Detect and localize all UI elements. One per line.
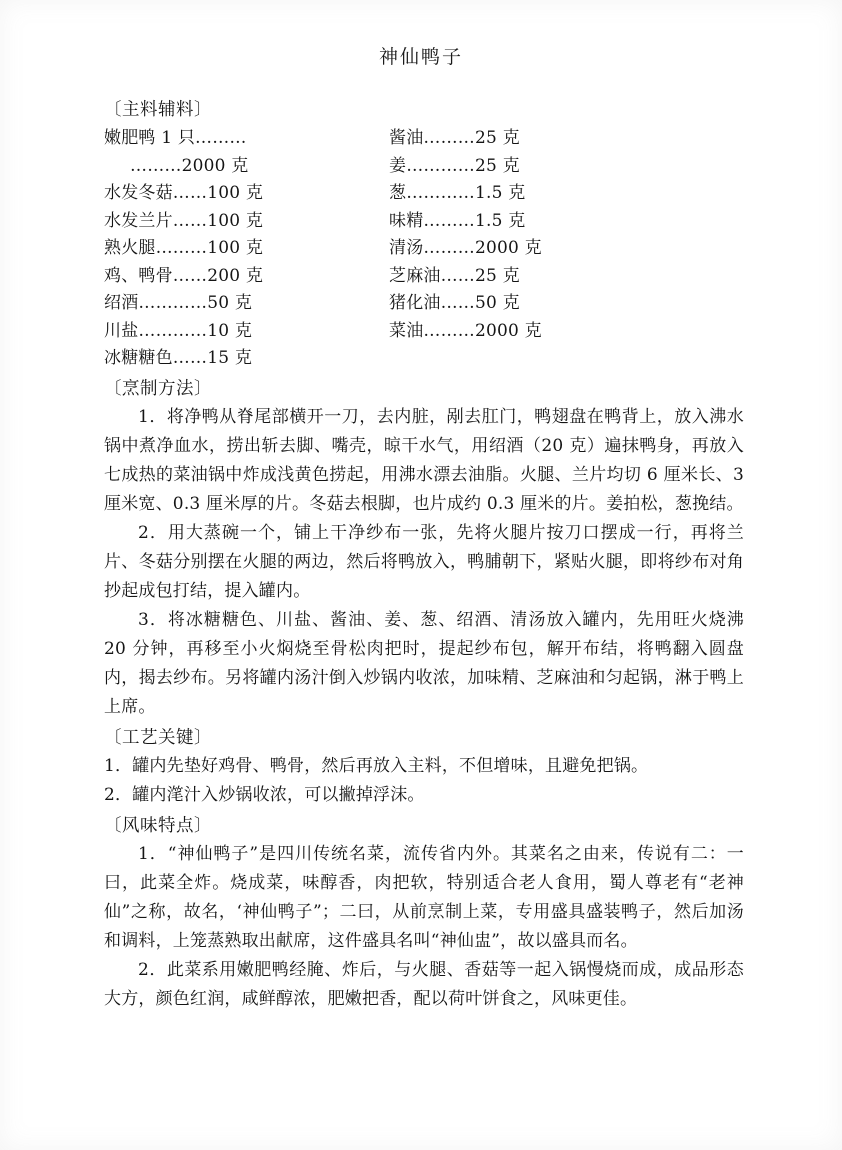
ingredient-right-3: [389, 208, 614, 236]
ingredient-left-name-3: 水发兰片……: [104, 210, 208, 231]
table-row: [104, 208, 614, 236]
key-point-2: 2．罐内滗汁入炒锅收浓，可以撇掉浮沫。: [104, 784, 425, 805]
ingredient-right-8: [389, 345, 614, 373]
method-heading: 〔烹制方法〕: [104, 378, 212, 399]
ingredients-heading: 〔主料辅料〕: [104, 100, 212, 120]
ingredient-left-name-2: 水发冬菇……: [104, 183, 208, 203]
ingredient-left-6: [104, 290, 389, 318]
ingredient-right-name-6: 猪化油……: [389, 293, 475, 313]
ingredient-left-amount-6: 50 克: [207, 293, 253, 313]
ingredient-left-amount-7: 10 克: [207, 320, 253, 341]
ingredient-left-4: [104, 235, 389, 263]
ingredient-right-name-2: 葱…………: [389, 183, 475, 203]
table-row: [104, 318, 614, 346]
table-row: [104, 235, 614, 263]
flavor-point-1: 1．“神仙鸭子”是四川传统名菜，流传省内外。其菜名之由来，传说有二：一曰，此菜全炸。烧成菜，味醇香，肉把软，特别适合老人食用，蜀人尊老有“老神仙”之称，故名，‘神仙鸭子”；二曰，从前烹制上菜，专用盛具盛装鸭子，然后加汤和调料，上笼蒸熟取出献席，这件盛具名叫“神仙盅”，故以盛具而名。: [104, 843, 744, 951]
method-step-2: 2．用大蒸碗一个，铺上干净纱布一张，先将火腿片按刀口摆成一行，再将兰片、冬菇分别摆在火腿的两边，然后将鸭放入，鸭脯朝下，紧贴火腿，即将纱布对角抄起成包打结，提入罐内。: [104, 522, 744, 601]
ingredient-left-amount-2: 100 克: [207, 183, 264, 203]
ingredient-right-name-3: 味精………: [389, 210, 475, 231]
ingredient-right-name-4: 清汤………: [389, 238, 475, 258]
ingredient-right-amount-5: 25 克: [475, 265, 520, 286]
table-row: [104, 153, 614, 181]
ingredient-left-3: [104, 208, 389, 236]
ingredient-right-4: [389, 235, 614, 263]
ingredient-right-6: [389, 290, 614, 318]
table-row: [104, 290, 614, 318]
ingredient-left-name-1: ………2000 克: [130, 155, 249, 176]
method-step-1: 1．将净鸭从脊尾部横开一刀，去内脏，剐去肛门，鸭翅盘在鸭背上，放入沸水锅中煮净血水，捞出斩去脚、嘴壳，晾干水气，用绍酒（20 克）遍抹鸭身，再放入七成热的菜油锅中炸成浅黄色捞起，用沸水漂去油脂。火腿、兰片均切 6 厘米长、3 厘米宽、0.3 厘米厚的片。冬菇去根脚，也片成约 0.3 厘米的片。姜拍松，葱挽结。: [104, 406, 744, 514]
ingredient-left-2: [104, 180, 389, 208]
table-row: [104, 125, 614, 153]
table-row: [104, 263, 614, 291]
ingredient-right-amount-3: 1.5 克: [475, 210, 526, 231]
ingredient-left-name-7: 川盐…………: [104, 320, 208, 341]
table-row: [104, 345, 614, 373]
ingredient-left-amount-4: 100 克: [207, 238, 264, 258]
ingredient-left-1: [104, 153, 389, 181]
ingredient-left-amount-8: 15 克: [207, 348, 253, 368]
ingredient-right-amount-7: 2000 克: [475, 320, 542, 341]
document-body: [104, 96, 744, 1014]
ingredient-left-name-8: 冰糖糖色……: [104, 348, 208, 368]
ingredient-right-amount-6: 50 克: [475, 293, 520, 313]
ingredient-right-1: [389, 153, 614, 181]
ingredient-left-name-5: 鸡、鸭骨……: [104, 265, 208, 286]
key-point-1: 1．罐内先垫好鸡骨、鸭骨，然后再放入主料，不但增味，且避免把锅。: [104, 755, 649, 776]
ingredient-right-name-7: 菜油………: [389, 320, 475, 341]
ingredient-right-5: [389, 263, 614, 291]
ingredient-right-0: [389, 125, 614, 153]
ingredients-table: [104, 125, 614, 373]
key-heading: 〔工艺关键〕: [104, 727, 212, 748]
ingredient-left-name-4: 熟火腿………: [104, 238, 208, 258]
ingredient-right-amount-4: 2000 克: [475, 238, 542, 258]
table-row: [104, 180, 614, 208]
ingredient-right-name-1: 姜…………: [389, 155, 475, 176]
ingredient-left-5: [104, 263, 389, 291]
ingredient-right-2: [389, 180, 614, 208]
ingredient-right-amount-0: 25 克: [475, 128, 520, 148]
ingredient-right-name-5: 芝麻油……: [389, 265, 475, 286]
ingredient-right-name-0: 酱油………: [389, 128, 475, 148]
flavor-point-2: 2．此菜系用嫩肥鸭经腌、炸后，与火腿、香菇等一起入锅慢烧而成，成品形态大方，颜色红润，咸鲜醇浓，肥嫩把香，配以荷叶饼食之，风味更佳。: [104, 959, 744, 1009]
ingredient-left-amount-3: 100 克: [207, 210, 264, 231]
ingredient-right-amount-1: 25 克: [475, 155, 520, 176]
ingredient-right-amount-2: 1.5 克: [475, 183, 526, 203]
flavor-heading: 〔风味特点〕: [104, 815, 212, 836]
ingredient-left-0: 嫩肥鸭 1 只………: [104, 128, 247, 148]
ingredient-right-7: [389, 318, 614, 346]
ingredient-left-name-6: 绍酒…………: [104, 293, 208, 313]
ingredient-left-7: [104, 318, 389, 346]
method-step-3: 3．将冰糖糖色、川盐、酱油、姜、葱、绍酒、清汤放入罐内，先用旺火烧沸 20 分钟，再移至小火焖烧至骨松肉把时，提起纱布包，解开布结，将鸭翻入圆盘内，揭去纱布。另将罐内汤汁倒入炒锅内收浓，加味精、芝麻油和匀起锅，淋于鸭上上席。: [104, 609, 744, 717]
page-title: 神仙鸭子: [378, 46, 463, 68]
ingredient-left-8: [104, 345, 389, 373]
ingredient-left-amount-5: 200 克: [207, 265, 264, 286]
